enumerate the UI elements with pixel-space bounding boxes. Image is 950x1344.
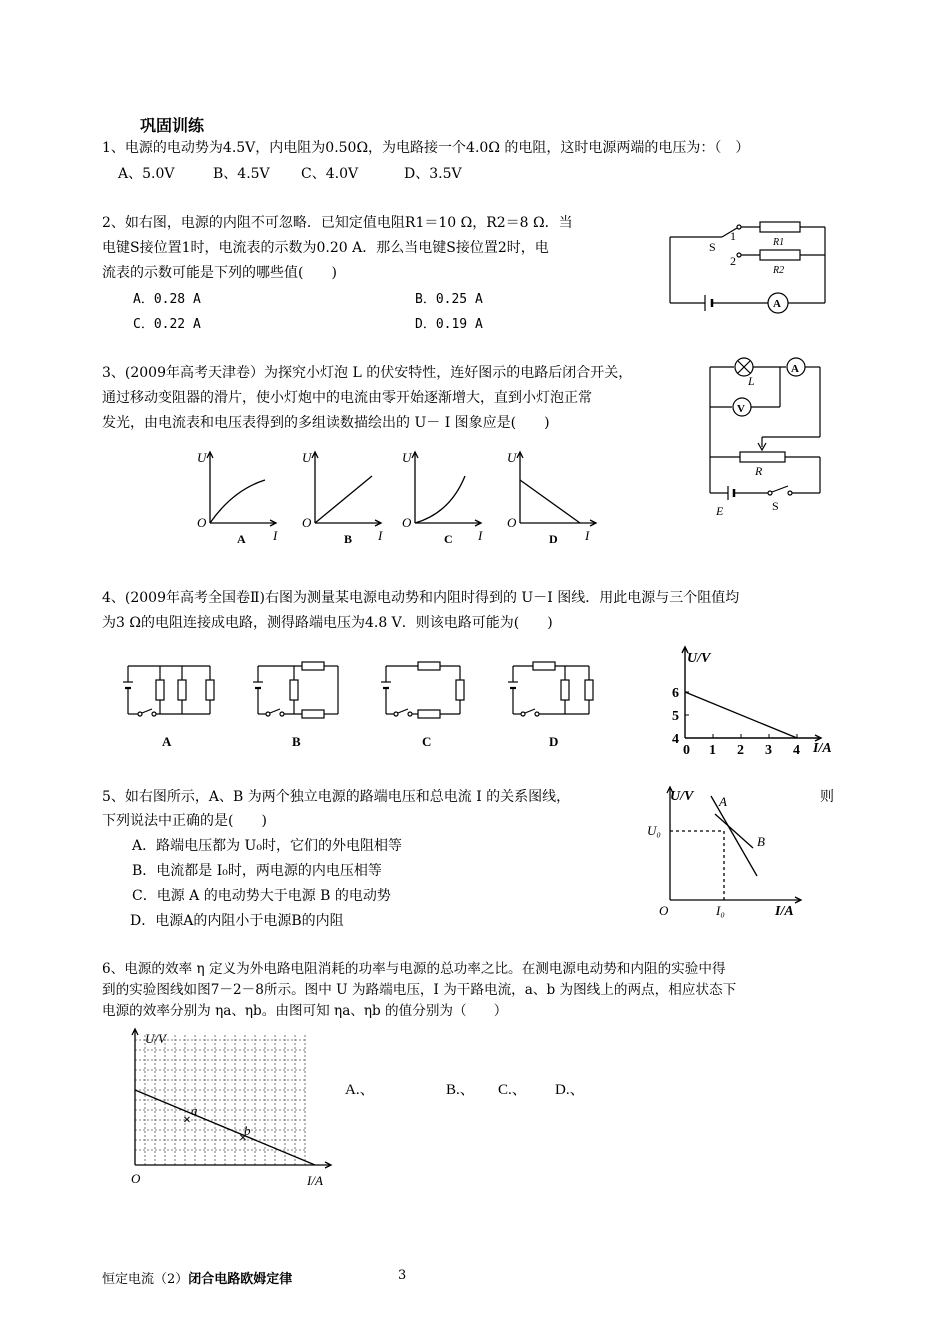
q6-graph-ylabel: U/V bbox=[145, 1031, 166, 1046]
q5-option-b: B．电流都是 I₀时，两电源的内电压相等 bbox=[132, 863, 382, 879]
q3-graph-c bbox=[400, 448, 490, 548]
q6-option-d: D.、 bbox=[555, 1082, 585, 1098]
q3-graph-c-label: C bbox=[444, 532, 453, 546]
q3-graph-d-label: D bbox=[549, 532, 558, 546]
section-title: 巩固训练 bbox=[140, 116, 205, 135]
q5-option-c: C．电源 A 的电动势大于电源 B 的电动势 bbox=[132, 888, 391, 904]
q3-line-1: 3、(2009年高考天津卷）为探究小灯泡 L 的伏安特性，连好图示的电路后闭合开关， bbox=[102, 365, 633, 381]
q3-rheostat-label: R bbox=[755, 464, 763, 478]
q3-graph-b-label: B bbox=[344, 532, 353, 546]
q6-graph-xlabel: I/A bbox=[307, 1173, 323, 1188]
q3-graph-a-i: I bbox=[273, 528, 278, 543]
q3-graph-a bbox=[195, 448, 285, 548]
q6-grid-graph bbox=[125, 1025, 340, 1195]
q6-line-1: 6、电源的效率 η 定义为外电路电阻消耗的功率与电源的总功率之比。在测电源电动势和内阻的实验中得 bbox=[102, 961, 726, 977]
q3-graph-b bbox=[300, 448, 390, 548]
q1-option-c: C、4.0V bbox=[301, 166, 359, 182]
q5-graph-xlabel: I/A bbox=[775, 904, 794, 919]
q2-r2-label: R2 bbox=[773, 265, 785, 276]
q3-line-2: 通过移动变阻器的滑片，使小灯炮中的电流由零开始逐渐增大，直到小灯泡正常 bbox=[102, 390, 592, 406]
q6-line-2: 到的实验图线如图7－2－8所示。图中 U 为路端电压，I 为干路电流，a、b 为图线上的两点，相应状态下 bbox=[102, 982, 737, 998]
q4-graph-ylabel: U/V bbox=[687, 651, 711, 666]
q4-graph-series-line bbox=[685, 692, 797, 738]
q3-graph-b-i: I bbox=[378, 528, 383, 543]
q4-line-1: 4、(2009年高考全国卷Ⅱ)右图为测量某电源电动势和内阻时得到的 U－I 图线．用此电源与三个阻值均 bbox=[102, 590, 740, 606]
q3-graph-c-i: I bbox=[478, 528, 483, 543]
q3-graph-d bbox=[505, 448, 605, 548]
q2-line-2: 电键S接位置1时，电流表的示数为0.20 A．那么当电键S接位置2时，电 bbox=[102, 240, 549, 256]
footer-left bbox=[102, 1268, 292, 1287]
q4-circuit-d-label: D bbox=[549, 734, 559, 749]
q2-pos1-label: 1 bbox=[730, 229, 736, 243]
q2-pos2-label: 2 bbox=[730, 254, 736, 268]
q4-circuit-d bbox=[505, 660, 605, 750]
q2-option-c: C．0.22 A bbox=[133, 317, 201, 332]
q4-line-2: 为3 Ω的电阻连接成电路，测得路端电压为4.8 V．则该电路可能为( ) bbox=[102, 615, 553, 631]
q4-circuit-a bbox=[120, 660, 220, 750]
q3-voltmeter-label: V bbox=[737, 403, 745, 415]
q2-option-b: B．0.25 A bbox=[415, 292, 483, 307]
q3-graph-c-o: O bbox=[402, 515, 412, 530]
q6-point-a-label: a bbox=[191, 1103, 198, 1118]
q3-graph-a-label: A bbox=[237, 532, 246, 546]
q4-xtick-2: 2 bbox=[737, 743, 744, 758]
q5-graph-line-a: A bbox=[719, 794, 727, 809]
page-number: 3 bbox=[398, 1268, 407, 1283]
q5-line-1: 5、如右图所示，A、B 为两个独立电源的路端电压和总电流 I 的关系图线， bbox=[102, 789, 571, 805]
q3-line-3: 发光，由电流表和电压表得到的多组读数描绘出的 U－ I 图象应是( ) bbox=[102, 415, 550, 431]
q4-graph-xlabel: I/A bbox=[813, 741, 832, 756]
q4-circuit-c-label: C bbox=[422, 734, 432, 749]
q6-option-b: B.、 bbox=[446, 1082, 475, 1098]
q4-xtick-0: 0 bbox=[683, 743, 690, 758]
q4-ytick-5: 5 bbox=[672, 709, 679, 724]
q1-stem: 1、电源的电动势为4.5V，内电阻为0.50Ω，为电路接一个4.0Ω 的电阻，这时电源两端的电压为：（ ） bbox=[102, 140, 750, 156]
q4-circuit-b-label: B bbox=[292, 734, 301, 749]
q3-switch-label: S bbox=[772, 499, 779, 513]
q4-circuit-b bbox=[250, 660, 350, 750]
q1-option-d: D、3.5V bbox=[404, 166, 462, 182]
q3-graph-d-o: O bbox=[507, 515, 517, 530]
q3-graph-b-o: O bbox=[302, 515, 312, 530]
q5-option-d: D．电源A的内阻小于电源B的内阻 bbox=[130, 913, 344, 929]
q3-graph-d-i: I bbox=[585, 528, 590, 543]
q5-ui-graph bbox=[645, 778, 815, 923]
q5-option-a: A．路端电压都为 U₀时，它们的外电阻相等 bbox=[132, 838, 402, 854]
q5-graph-ylabel: U/V bbox=[670, 789, 694, 804]
q6-point-a-marker: × bbox=[183, 1113, 191, 1129]
q3-graph-b-u: U bbox=[302, 450, 312, 465]
q6-option-a: A.、 bbox=[345, 1082, 375, 1098]
q3-graph-d-u: U bbox=[507, 450, 517, 465]
q3-circuit-diagram bbox=[700, 355, 835, 520]
q4-ytick-6: 6 bbox=[672, 686, 679, 701]
q4-xtick-1: 1 bbox=[709, 743, 716, 758]
q1-option-b: B、4.5V bbox=[213, 166, 270, 182]
q2-line-1: 2、如右图，电源的内阻不可忽略．已知定值电阻R1＝10 Ω，R2＝8 Ω．当 bbox=[102, 215, 573, 231]
q4-circuit-a-label: A bbox=[162, 734, 172, 749]
q6-point-b-marker: × bbox=[239, 1131, 247, 1147]
q4-ui-graph bbox=[665, 640, 845, 758]
q6-line-3: 电源的效率分别为 ηa、ηb。由图可知 ηa、ηb 的值分别为（ ） bbox=[102, 1003, 508, 1019]
q3-lamp-label: L bbox=[748, 374, 755, 388]
q5-graph-u0: U₀ bbox=[647, 823, 661, 838]
q4-xtick-4: 4 bbox=[793, 743, 800, 758]
q2-line-3: 流表的示数可能是下列的哪些值( ) bbox=[102, 265, 337, 281]
q4-ytick-4: 4 bbox=[672, 732, 679, 747]
q2-r1-label: R1 bbox=[773, 237, 785, 248]
q5-line-2: 下列说法中正确的是( ) bbox=[102, 813, 267, 829]
q3-graph-a-o: O bbox=[197, 515, 207, 530]
q1-option-a: A、5.0V bbox=[118, 166, 175, 182]
q2-option-a: A．0.28 A bbox=[133, 292, 201, 307]
q5-graph-line-b: B bbox=[757, 834, 765, 849]
q4-circuit-c bbox=[378, 660, 478, 750]
q6-option-c: C.、 bbox=[498, 1082, 527, 1098]
q2-switch-label: S bbox=[709, 240, 716, 254]
q3-graph-a-u: U bbox=[197, 450, 207, 465]
q2-ammeter-label: A bbox=[773, 298, 781, 310]
q6-point-b-label: b bbox=[244, 1123, 251, 1138]
q6-graph-origin: O bbox=[131, 1171, 141, 1186]
footer-chapter: 恒定电流（2） bbox=[102, 1272, 189, 1287]
q3-source-label: E bbox=[716, 504, 724, 518]
q5-line-1-end: 则 bbox=[820, 789, 834, 805]
q5-graph-origin: O bbox=[659, 903, 669, 918]
q2-circuit-diagram bbox=[660, 215, 835, 310]
footer-topic: 闭合电路欧姆定律 bbox=[188, 1272, 293, 1287]
q3-graph-c-u: U bbox=[402, 450, 412, 465]
q5-graph-i0: I₀ bbox=[716, 903, 725, 918]
q3-ammeter-label: A bbox=[791, 363, 799, 375]
q2-option-d: D．0.19 A bbox=[415, 317, 483, 332]
q4-xtick-3: 3 bbox=[765, 743, 772, 758]
